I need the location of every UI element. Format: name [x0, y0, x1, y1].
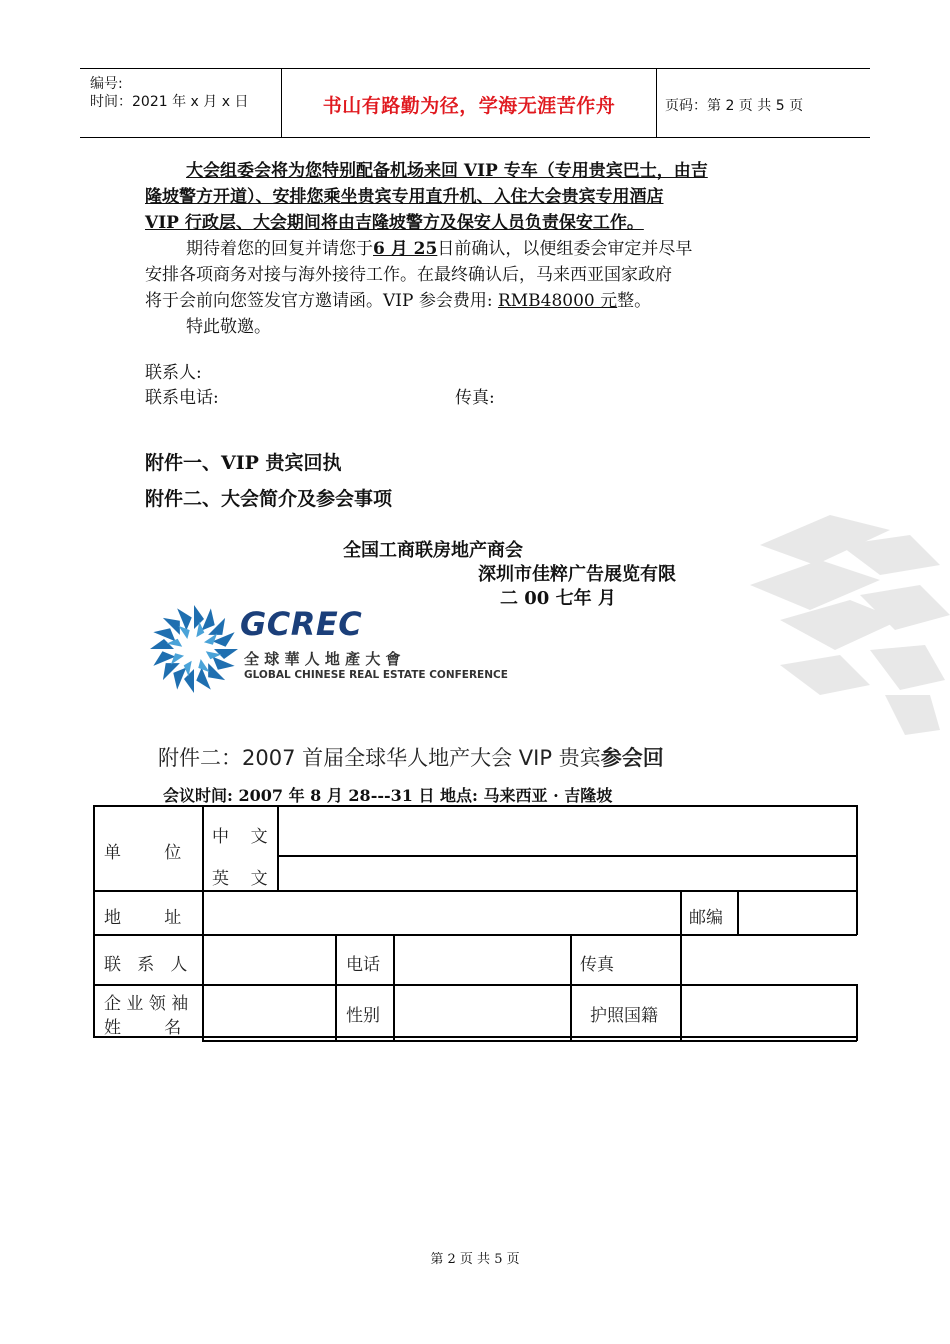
fax-label: 传真: [455, 388, 495, 408]
form-meta: 会议时间: 2007 年 8 月 28---31 日 地点: 马来西亚 · 吉隆坡 [163, 786, 613, 805]
label-leader-1: 企 业 领 袖 [104, 994, 189, 1014]
label-gender: 性别 [346, 1006, 380, 1026]
attachment-1: 附件一、VIP 贵宾回执 [145, 452, 342, 474]
label-en: 英 文 [212, 869, 268, 889]
logo-cn: 全 球 華 人 地 產 大 會 [244, 650, 401, 668]
globe-logo-icon [148, 603, 240, 695]
attachment-2: 附件二、大会简介及参会事项 [145, 488, 393, 510]
header-left-cell [80, 69, 282, 137]
footer-page: 第 2 页 共 5 页 [430, 1252, 520, 1267]
header-right-cell [657, 69, 869, 137]
confirm-date: 6 月 25 [373, 239, 438, 259]
label-leader-2: 姓 名 [104, 1018, 182, 1038]
label-passport: 护照国籍 [590, 1006, 658, 1026]
label-unit: 单 位 [104, 843, 182, 863]
label-cn: 中 文 [212, 827, 268, 847]
label-fax: 传真 [580, 955, 614, 975]
label-contact: 联 系 人 [104, 955, 188, 975]
para2-line2: 安排各项商务对接与海外接待工作。在最终确认后，马来西亚国家政府 [145, 265, 672, 285]
bold-line-1: 大会组委会将为您特别配备机场来回 VIP 专车（专用贵宾巴士，由吉 [186, 161, 708, 181]
number-label: 编号: [90, 76, 123, 92]
gcrec-logo [148, 603, 508, 693]
phone-label: 联系电话: [145, 388, 219, 408]
contact-label: 联系人: [145, 363, 202, 383]
label-address: 地 址 [104, 908, 182, 928]
signature-org-1: 全国工商联房地产商会 [343, 540, 523, 561]
header-table [80, 68, 870, 138]
header-motto-cell [282, 69, 657, 137]
para2-line3: 将于会前向您签发官方邀请函。VIP 参会费用: RMB48000 元整。 [145, 291, 652, 311]
para2-line1: 期待着您的回复并请您于6 月 25日前确认，以便组委会审定并尽早 [186, 239, 693, 259]
date-label: 时间：2021 年 x 月 x 日 [90, 94, 249, 110]
signature-date: 二 00 七年 月 [500, 588, 616, 609]
bold-line-3: VIP 行政层、大会期间将由吉隆坡警方及保安人员负责保安工作。 [145, 213, 644, 233]
label-phone: 电话 [346, 955, 380, 975]
motto: 书山有路勤为径，学海无涯苦作舟 [322, 95, 616, 117]
signature-org-2: 深圳市佳粹广告展览有限 [478, 564, 676, 585]
watermark-leaf-icon [720, 505, 950, 765]
label-postcode: 邮编 [689, 908, 723, 928]
bold-line-2: 隆坡警方开道）、安排您乘坐贵宾专用直升机、入住大会贵宾专用酒店 [145, 187, 664, 207]
logo-mark: GCREC [240, 605, 363, 643]
page-label: 页码：第 2 页 共 5 页 [665, 98, 804, 114]
logo-en: GLOBAL CHINESE REAL ESTATE CONFERENCE [244, 669, 508, 681]
closing: 特此敬邀。 [186, 317, 271, 337]
form-title: 附件二：2007 首届全球华人地产大会 VIP 贵宾参会回 [158, 746, 664, 770]
fee-amount: RMB48000 元 [497, 291, 618, 311]
